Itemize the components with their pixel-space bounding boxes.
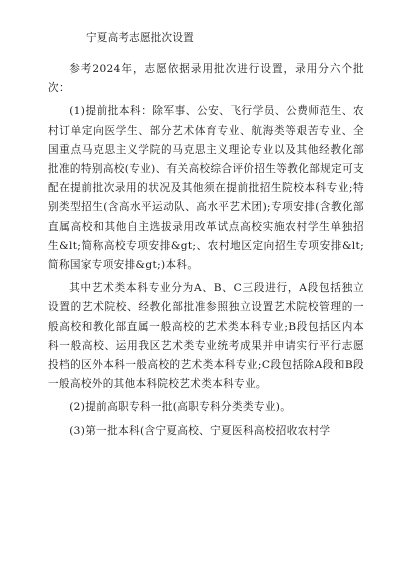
paragraph-art-majors: 其中艺术类本科专业分为A、B、C三段进行，A段包括独立设置的艺术院校、经教化部批准参照独立设置艺术院校管理的一般高校和教化部直属一般高校的艺术类本科专业;B段包括区内本科一般高校、运用我区艺术类专业统考成果并申请实行平行志愿投档的区外本科一般高校的艺术类本科专业;C段包括除A段和B段一般高校外的其他本科院校艺术类本科专业。	[48, 282, 364, 391]
paragraph-early-batch: (1)提前批本科：除军事、公安、飞行学员、公费师范生、农村订单定向医学生、部分艺术体育专业、航海类等艰苦专业、全国重点马克思主义学院的马克思主义理论专业以及其他经教化部批准的特别高校(专业)、有关高校综合评价招生等教化部规定可支配在提前批次录用的状况及其他须在提前批招生院校本科专业;特别类型招生(含高水平运动队、高水平艺术团);专项安排(含教化部直属高校和其他自主选拔录用改革试点高校实施农村学生单独招生&lt;简称高校专项安排&gt;、农村地区定向招生专项安排&lt;简称国家专项安排&gt;)本科。	[48, 105, 364, 272]
document-title: 宁夏高考志愿批次设置	[86, 32, 194, 44]
paragraph-vocational-batch: (2)提前高职专科一批(高职专科分类类专业)。	[69, 401, 292, 414]
paragraph-first-batch: (3)第一批本科(含宁夏高校、宁夏医科高校招收农村学	[69, 424, 331, 437]
paragraph-intro: 参考2024年，志愿依据录用批次进行设置，录用分六个批次：	[48, 63, 364, 95]
